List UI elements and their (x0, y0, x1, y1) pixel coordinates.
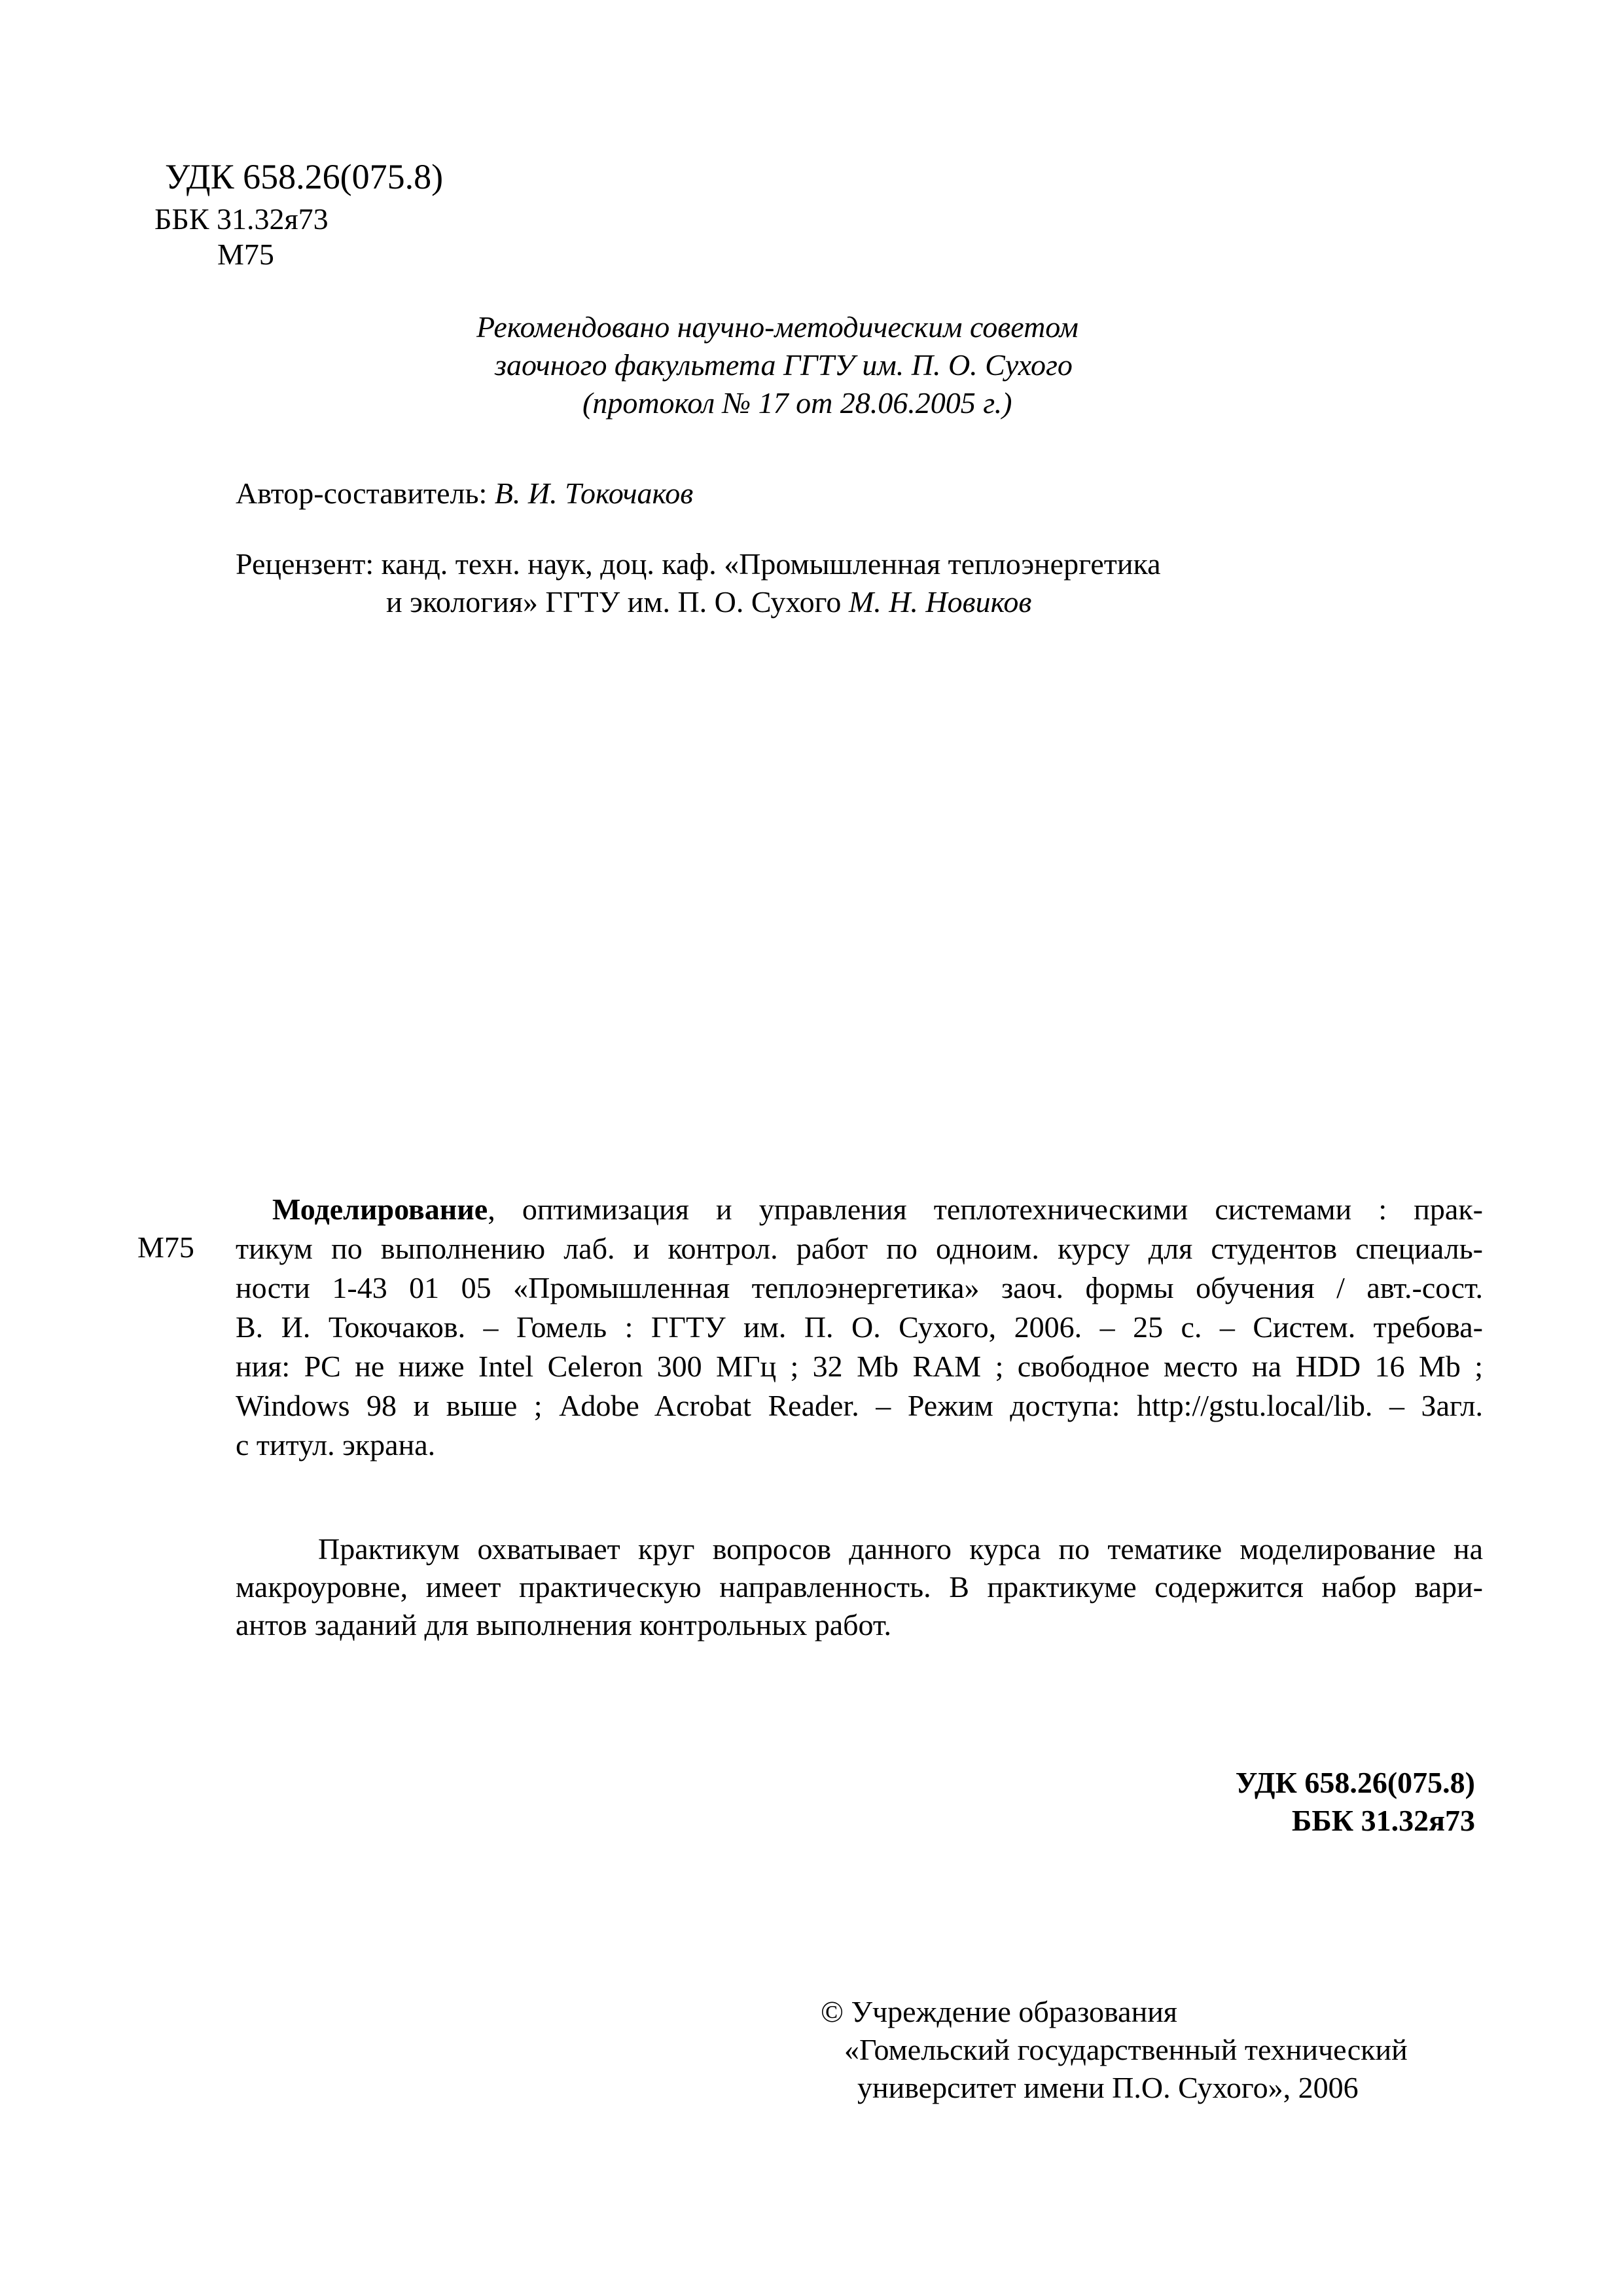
biblio-line-7: с титул. экрана. (236, 1428, 436, 1462)
bbk-code-top: ББК 31.32я73 (154, 202, 329, 236)
author-line (236, 475, 693, 512)
abstract-line-2: макроуровне, имеет практическую направленность. В практикуме содержится набор вари- (236, 1570, 1483, 1604)
recommendation-line-1: Рекомендовано научно-методическим советом (476, 310, 1079, 344)
bibliographic-description (236, 1190, 1483, 1465)
reviewer-affiliation: и экология» ГГТУ им. П. О. Сухого (386, 585, 849, 619)
author-label: Автор-составитель: (236, 476, 495, 510)
bbk-code-bottom: ББК 31.32я73 (1291, 1804, 1475, 1837)
biblio-line-3: ности 1-43 01 05 «Промышленная теплоэнергетика» заоч. формы обучения / авт.-сост. (236, 1271, 1483, 1304)
biblio-line-4: В. И. Токочаков. – Гомель : ГГТУ им. П. О. Сухого, 2006. – 25 с. – Систем. требова- (236, 1310, 1483, 1344)
recommendation-line-3: (протокол № 17 от 28.06.2005 г.) (582, 386, 1012, 420)
reviewer-name: М. Н. Новиков (848, 585, 1032, 619)
biblio-line-1 (236, 1190, 1483, 1229)
recommendation-line-2: заочного факультета ГГТУ им. П. О. Сухого (495, 348, 1073, 382)
reviewer-line-2 (386, 584, 1031, 620)
biblio-title: Моделирование (272, 1193, 488, 1226)
abstract-paragraph (236, 1530, 1483, 1644)
copyright-line-1: © Учреждение образования (821, 1995, 1177, 2028)
udk-code-top: УДК 658.26(075.8) (165, 157, 444, 196)
biblio-line-6: Windows 98 и выше ; Adobe Acrobat Reader. – Режим доступа: http://gstu.local/lib. – Загл. (236, 1389, 1483, 1422)
biblio-line-1-rest: , оптимизация и управления теплотехническими системами : прак- (488, 1193, 1483, 1226)
copyright-line-3: университет имени П.О. Сухого», 2006 (857, 2071, 1359, 2104)
author-name: В. И. Токочаков (494, 476, 694, 510)
abstract-line-1: Практикум охватывает круг вопросов данного курса по тематике моделирование на (318, 1532, 1483, 1566)
author-mark-top: М75 (217, 238, 274, 271)
biblio-line-2: тикум по выполнению лаб. и контрол. работ по одноим. курсу для студентов специаль- (236, 1232, 1483, 1265)
udk-code-bottom: УДК 658.26(075.8) (1235, 1766, 1475, 1799)
copyright-line-2: «Гомельский государственный технический (844, 2033, 1408, 2066)
author-mark-side: М75 (137, 1230, 194, 1264)
reviewer-line-1: Рецензент: канд. техн. наук, доц. каф. «Промышленная теплоэнергетика (236, 547, 1161, 581)
abstract-line-3: антов заданий для выполнения контрольных работ. (236, 1608, 892, 1641)
biblio-line-5: ния: PC не ниже Intel Celeron 300 МГц ; 32 Mb RAM ; свободное место на HDD 16 Mb ; (236, 1350, 1483, 1383)
